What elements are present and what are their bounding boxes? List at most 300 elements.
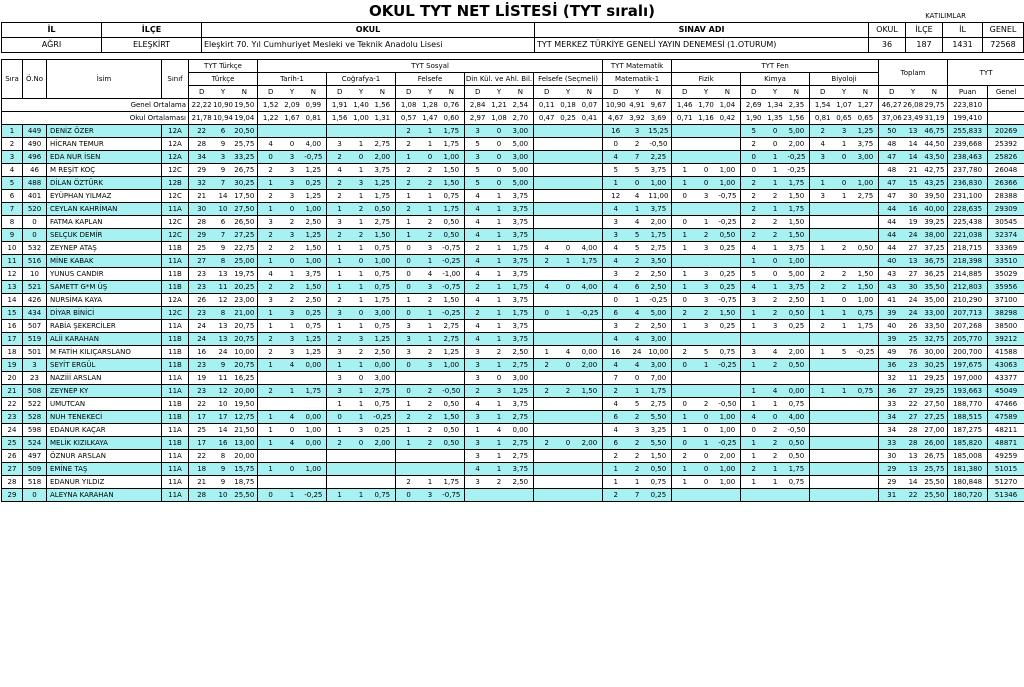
- genel-cell: 39212: [988, 333, 1024, 346]
- cell-value: N: [448, 88, 454, 96]
- score-group-dyn: [672, 281, 740, 293]
- average-group: [396, 112, 465, 125]
- cell-value: 29,25: [924, 387, 945, 395]
- score-group: [534, 229, 603, 242]
- score-group: [465, 320, 534, 333]
- cell-value: 32,75: [924, 335, 945, 343]
- genel-cell: 49259: [988, 450, 1024, 463]
- cell-value: 27: [908, 244, 918, 252]
- katilim-il-value: 1431: [943, 38, 983, 53]
- score-group: [465, 476, 534, 489]
- cell-value: 2: [544, 439, 549, 447]
- score-group: [879, 463, 948, 476]
- cell-value: 0,50: [719, 231, 736, 239]
- cell-value: 1,50: [857, 283, 874, 291]
- score-group-dyn: [741, 203, 809, 215]
- average-group: [603, 112, 672, 125]
- score-group: [810, 255, 879, 268]
- cell-value: 3,75: [512, 257, 529, 265]
- sira-cell: 29: [2, 489, 23, 502]
- cell-value: 1: [268, 413, 273, 421]
- table-row: [2, 450, 1024, 463]
- col-felsefe-secmeli: Felsefe (Seçmeli): [534, 73, 603, 86]
- cell-value: 3: [613, 322, 618, 330]
- table-row: [2, 281, 1024, 294]
- cell-value: 4: [613, 283, 618, 291]
- score-group-dyn: [258, 268, 326, 280]
- score-group: [534, 294, 603, 307]
- score-group-dyn: [810, 242, 878, 254]
- score-group-dyn: [603, 476, 671, 488]
- cell-value: 3: [427, 361, 433, 369]
- score-group: [603, 463, 672, 476]
- average-group: [189, 99, 258, 112]
- group-tyt-matematik: TYT Matematik: [603, 60, 672, 73]
- cell-value: 9: [220, 244, 226, 252]
- cell-value: 1,00: [374, 257, 391, 265]
- score-group: [603, 437, 672, 450]
- score-group-dyn: [396, 346, 464, 358]
- cell-value: 2: [289, 296, 295, 304]
- score-group: [603, 333, 672, 346]
- cell-value: 1: [772, 283, 778, 291]
- score-group-dyn: [741, 177, 809, 189]
- cell-value: 7: [634, 491, 640, 499]
- cell-value: 3: [427, 491, 433, 499]
- cell-value: 2: [841, 283, 847, 291]
- score-group-dyn: [189, 411, 257, 423]
- ono-cell: 532: [23, 242, 47, 255]
- cell-value: 1,52: [262, 101, 279, 109]
- puan-cell: 218,398: [948, 255, 988, 268]
- cell-value: 1: [427, 478, 433, 486]
- cell-value: 3: [613, 218, 618, 226]
- cell-value: 2: [337, 153, 342, 161]
- cell-value: 1,00: [353, 114, 369, 122]
- score-group: [741, 424, 810, 437]
- score-group-dyn: [258, 229, 326, 241]
- genel-cell: 43063: [988, 359, 1024, 372]
- score-group-dyn: [810, 190, 878, 202]
- score-group: [879, 398, 948, 411]
- cell-value: 2: [475, 387, 480, 395]
- group-tyt-fen: TYT Fen: [672, 60, 879, 73]
- average-group-dyn: [189, 99, 257, 111]
- score-group: [465, 398, 534, 411]
- cell-value: 5: [703, 348, 709, 356]
- score-group-dyn: [189, 268, 257, 280]
- cell-value: 18,75: [234, 478, 255, 486]
- score-group: [258, 424, 327, 437]
- score-group-dyn: [603, 398, 671, 410]
- sinif-cell: 11A: [162, 463, 189, 476]
- cell-value: 0,25: [305, 309, 322, 317]
- score-group: [327, 437, 396, 450]
- score-group-dyn: [189, 333, 257, 345]
- score-group: [879, 255, 948, 268]
- cell-value: 2: [289, 218, 295, 226]
- score-group: [189, 398, 258, 411]
- score-group: [672, 203, 741, 216]
- cell-value: Y: [841, 88, 847, 96]
- score-group-dyn: [396, 125, 464, 137]
- score-group-dyn: [879, 385, 947, 397]
- score-group: [741, 242, 810, 255]
- cell-value: Y: [634, 88, 640, 96]
- genel-cell: 47466: [988, 398, 1024, 411]
- puan-cell: 207,713: [948, 307, 988, 320]
- average-group-dyn: [534, 112, 602, 124]
- cell-value: 30,25: [234, 179, 255, 187]
- score-group: [465, 372, 534, 385]
- cell-value: 2,50: [650, 283, 667, 291]
- cell-value: 4: [634, 192, 640, 200]
- cell-value: 1,50: [443, 166, 460, 174]
- cell-value: 3: [337, 348, 342, 356]
- cell-value: 0: [406, 244, 411, 252]
- cell-value: 4: [634, 361, 640, 369]
- cell-value: 48: [887, 140, 897, 148]
- puan-cell: 207,268: [948, 320, 988, 333]
- score-group: [396, 190, 465, 203]
- sira-cell: 28: [2, 476, 23, 489]
- cell-value: 39,25: [924, 218, 945, 226]
- score-group: [672, 411, 741, 424]
- cell-value: 0,50: [443, 400, 460, 408]
- sinif-cell: 12C: [162, 307, 189, 320]
- score-group: [879, 307, 948, 320]
- cell-value: 0: [565, 361, 571, 369]
- sinif-cell: 11B: [162, 411, 189, 424]
- score-group: [189, 229, 258, 242]
- cell-value: 4: [751, 413, 756, 421]
- cell-value: 4,91: [629, 101, 645, 109]
- cell-value: 7,00: [650, 374, 667, 382]
- dyn-header: [258, 86, 327, 99]
- cell-value: 1,25: [374, 179, 391, 187]
- cell-value: 2: [820, 283, 825, 291]
- cell-value: 5,00: [788, 270, 805, 278]
- average-group-dyn: [741, 112, 809, 124]
- cell-value: D: [267, 88, 274, 96]
- cell-value: N: [862, 88, 868, 96]
- cell-value: 3: [475, 439, 480, 447]
- score-group: [603, 359, 672, 372]
- sinif-cell: 11B: [162, 242, 189, 255]
- cell-value: 1: [682, 478, 687, 486]
- cell-value: 2: [613, 452, 618, 460]
- ono-cell: 516: [23, 255, 47, 268]
- score-group: [810, 463, 879, 476]
- score-group: [189, 203, 258, 216]
- cell-value: 2: [475, 244, 480, 252]
- cell-value: 1: [772, 166, 778, 174]
- score-group: [810, 346, 879, 359]
- isim-cell: SAMETT G*M ÜŞ: [47, 281, 162, 294]
- score-group: [258, 255, 327, 268]
- genel-cell: 25826: [988, 151, 1024, 164]
- cell-value: 26: [197, 296, 207, 304]
- cell-value: 3,00: [374, 309, 391, 317]
- cell-value: 1,75: [374, 192, 391, 200]
- score-group: [534, 320, 603, 333]
- cell-value: 1: [682, 413, 687, 421]
- isim-cell: M FATİH KILIÇARSLANO: [47, 346, 162, 359]
- dyn-header: [465, 86, 534, 99]
- cell-value: 1: [496, 192, 502, 200]
- score-group: [534, 268, 603, 281]
- cell-value: 0,99: [305, 101, 322, 109]
- cell-value: 1: [496, 413, 502, 421]
- score-group-dyn: [189, 385, 257, 397]
- score-group: [672, 151, 741, 164]
- cell-value: 23: [197, 387, 207, 395]
- average-group: [879, 112, 948, 125]
- score-group: [879, 450, 948, 463]
- cell-value: 40: [887, 257, 897, 265]
- cell-value: 2,50: [374, 348, 391, 356]
- genel-cell: 25392: [988, 138, 1024, 151]
- cell-value: 1: [427, 335, 433, 343]
- header-row-1: [2, 60, 1024, 73]
- genel-cell: 48871: [988, 437, 1024, 450]
- cell-value: 19,50: [234, 400, 255, 408]
- cell-value: 1: [337, 426, 342, 434]
- average-label: Genel Ortalama: [2, 99, 189, 112]
- cell-value: 2,70: [512, 114, 529, 122]
- genel-cell: 51270: [988, 476, 1024, 489]
- score-group-dyn: [189, 307, 257, 319]
- cell-value: 1,56: [788, 114, 805, 122]
- cell-value: 1: [496, 335, 502, 343]
- cell-value: 4,00: [788, 413, 805, 421]
- score-group: [879, 372, 948, 385]
- score-group-dyn: [189, 203, 257, 215]
- score-group: [879, 138, 948, 151]
- average-group: [465, 112, 534, 125]
- cell-value: 0: [682, 400, 687, 408]
- score-group-dyn: [465, 125, 533, 137]
- score-group: [810, 190, 879, 203]
- cell-value: 1: [358, 296, 364, 304]
- cell-value: 1,56: [374, 101, 391, 109]
- cell-value: 1: [289, 270, 295, 278]
- cell-value: D: [889, 88, 895, 96]
- cell-value: 4: [475, 296, 480, 304]
- cell-value: 25,75: [234, 140, 255, 148]
- cell-value: 11: [908, 374, 918, 382]
- score-group: [603, 385, 672, 398]
- cell-value: 1: [496, 270, 502, 278]
- isim-cell: NUH TENEKECİ: [47, 411, 162, 424]
- cell-value: 17: [197, 439, 207, 447]
- cell-value: N: [310, 88, 316, 96]
- cell-value: 1,00: [788, 257, 805, 265]
- score-group: [672, 437, 741, 450]
- cell-value: 3,75: [305, 270, 322, 278]
- score-group: [879, 294, 948, 307]
- score-group: [603, 177, 672, 190]
- score-group: [258, 190, 327, 203]
- cell-value: 0,25: [719, 244, 736, 252]
- score-group-dyn: [258, 203, 326, 215]
- cell-value: 2: [544, 387, 549, 395]
- score-group: [603, 476, 672, 489]
- score-group-dyn: [396, 268, 464, 280]
- score-group: [258, 268, 327, 281]
- cell-value: 47: [887, 179, 897, 187]
- score-group-dyn: [396, 294, 464, 306]
- score-group-dyn: [258, 281, 326, 293]
- sira-cell: 9: [2, 229, 23, 242]
- table-row: [2, 424, 1024, 437]
- cell-value: 3: [751, 296, 756, 304]
- score-group-dyn: [327, 229, 395, 241]
- cell-value: 1,54: [814, 101, 831, 109]
- table-row: [2, 372, 1024, 385]
- cell-value: N: [724, 88, 730, 96]
- cell-value: 30,00: [924, 348, 945, 356]
- cell-value: 4: [475, 231, 480, 239]
- genel-cell: 51015: [988, 463, 1024, 476]
- average-group-dyn: [327, 112, 395, 124]
- isim-cell: EDANUR KAÇAR: [47, 424, 162, 437]
- score-group: [603, 255, 672, 268]
- score-group: [258, 333, 327, 346]
- score-group-dyn: [603, 203, 671, 215]
- sira-cell: 18: [2, 346, 23, 359]
- sira-cell: 15: [2, 307, 23, 320]
- dyn-header: [189, 86, 258, 99]
- score-group-dyn: [741, 255, 809, 267]
- cell-value: 3: [475, 413, 480, 421]
- cell-value: 1,00: [857, 179, 874, 187]
- cell-value: 5,00: [650, 309, 667, 317]
- average-label: Okul Ortalaması: [2, 112, 189, 125]
- cell-value: -0,25: [787, 153, 806, 161]
- score-group-dyn: [465, 151, 533, 163]
- cell-value: 0: [496, 140, 502, 148]
- score-group: [465, 268, 534, 281]
- table-row: [2, 385, 1024, 398]
- cell-value: 2: [268, 244, 273, 252]
- sira-cell: 4: [2, 164, 23, 177]
- score-group-dyn: [189, 242, 257, 254]
- puan-cell: 193,663: [948, 385, 988, 398]
- score-group-dyn: [465, 398, 533, 410]
- score-group: [465, 437, 534, 450]
- cell-value: 2: [406, 140, 411, 148]
- cell-value: 1: [634, 387, 640, 395]
- dyn-header: [672, 86, 741, 99]
- score-group-dyn: [879, 268, 947, 280]
- score-group: [879, 177, 948, 190]
- average-group: [879, 99, 948, 112]
- ono-cell: 521: [23, 281, 47, 294]
- cell-value: 2,50: [650, 270, 667, 278]
- cell-value: 1: [772, 400, 778, 408]
- cell-value: 1: [358, 400, 364, 408]
- cell-value: 1: [496, 322, 502, 330]
- cell-value: 18: [197, 465, 207, 473]
- cell-value: 1: [841, 309, 847, 317]
- puan-cell: 188,515: [948, 411, 988, 424]
- cell-value: -0,75: [718, 192, 737, 200]
- cell-value: 0: [703, 179, 709, 187]
- cell-value: 2: [634, 140, 640, 148]
- cell-value: 0,25: [719, 322, 736, 330]
- score-group-dyn: [396, 320, 464, 332]
- score-group: [327, 489, 396, 502]
- cell-value: 1,25: [374, 335, 391, 343]
- score-group-dyn: [741, 437, 809, 449]
- score-group: [327, 203, 396, 216]
- cell-value: 0,50: [443, 439, 460, 447]
- score-group-dyn: [189, 359, 257, 371]
- cell-value: 1: [634, 296, 640, 304]
- cell-value: 0: [565, 244, 571, 252]
- score-group-dyn: [465, 346, 533, 358]
- cell-value: 2: [820, 127, 825, 135]
- isim-cell: EDA NUR İSEN: [47, 151, 162, 164]
- sinif-cell: 12A: [162, 294, 189, 307]
- score-group: [396, 151, 465, 164]
- cell-value: 1: [772, 244, 778, 252]
- cell-value: 2,75: [374, 140, 391, 148]
- cell-value: 3: [289, 309, 295, 317]
- score-group: [465, 424, 534, 437]
- cell-value: 0,65: [857, 114, 874, 122]
- ono-cell: 46: [23, 164, 47, 177]
- table-row: [2, 294, 1024, 307]
- cell-value: 2,00: [719, 452, 736, 460]
- score-group: [534, 437, 603, 450]
- isim-cell: ZEYNEP KY: [47, 385, 162, 398]
- score-group-dyn: [189, 463, 257, 475]
- score-group: [879, 268, 948, 281]
- score-group: [534, 411, 603, 424]
- cell-value: 1: [496, 296, 502, 304]
- score-group: [741, 190, 810, 203]
- score-group: [603, 346, 672, 359]
- cell-value: 0: [751, 166, 756, 174]
- cell-value: 1: [544, 348, 549, 356]
- cell-value: 13: [908, 465, 918, 473]
- cell-value: 10: [218, 205, 228, 213]
- score-group: [327, 190, 396, 203]
- cell-value: 3,75: [512, 205, 529, 213]
- cell-value: 4,00: [305, 140, 322, 148]
- score-group-dyn: [534, 385, 602, 397]
- genel-cell: 47589: [988, 411, 1024, 424]
- score-group-dyn: [396, 229, 464, 241]
- score-group-dyn: [741, 216, 809, 228]
- cell-value: 2: [337, 231, 342, 239]
- cell-value: 1,00: [443, 153, 460, 161]
- score-group: [396, 307, 465, 320]
- cell-value: 1,50: [305, 283, 322, 291]
- cell-value: 1: [358, 283, 364, 291]
- score-group-dyn: [396, 411, 464, 423]
- cell-value: 24: [908, 296, 918, 304]
- score-group: [396, 450, 465, 463]
- score-group: [741, 281, 810, 294]
- cell-value: 1: [268, 322, 273, 330]
- score-group-dyn: [534, 437, 602, 449]
- cell-value: 1,00: [650, 179, 667, 187]
- score-group-dyn: [465, 424, 533, 436]
- cell-value: 49: [887, 348, 897, 356]
